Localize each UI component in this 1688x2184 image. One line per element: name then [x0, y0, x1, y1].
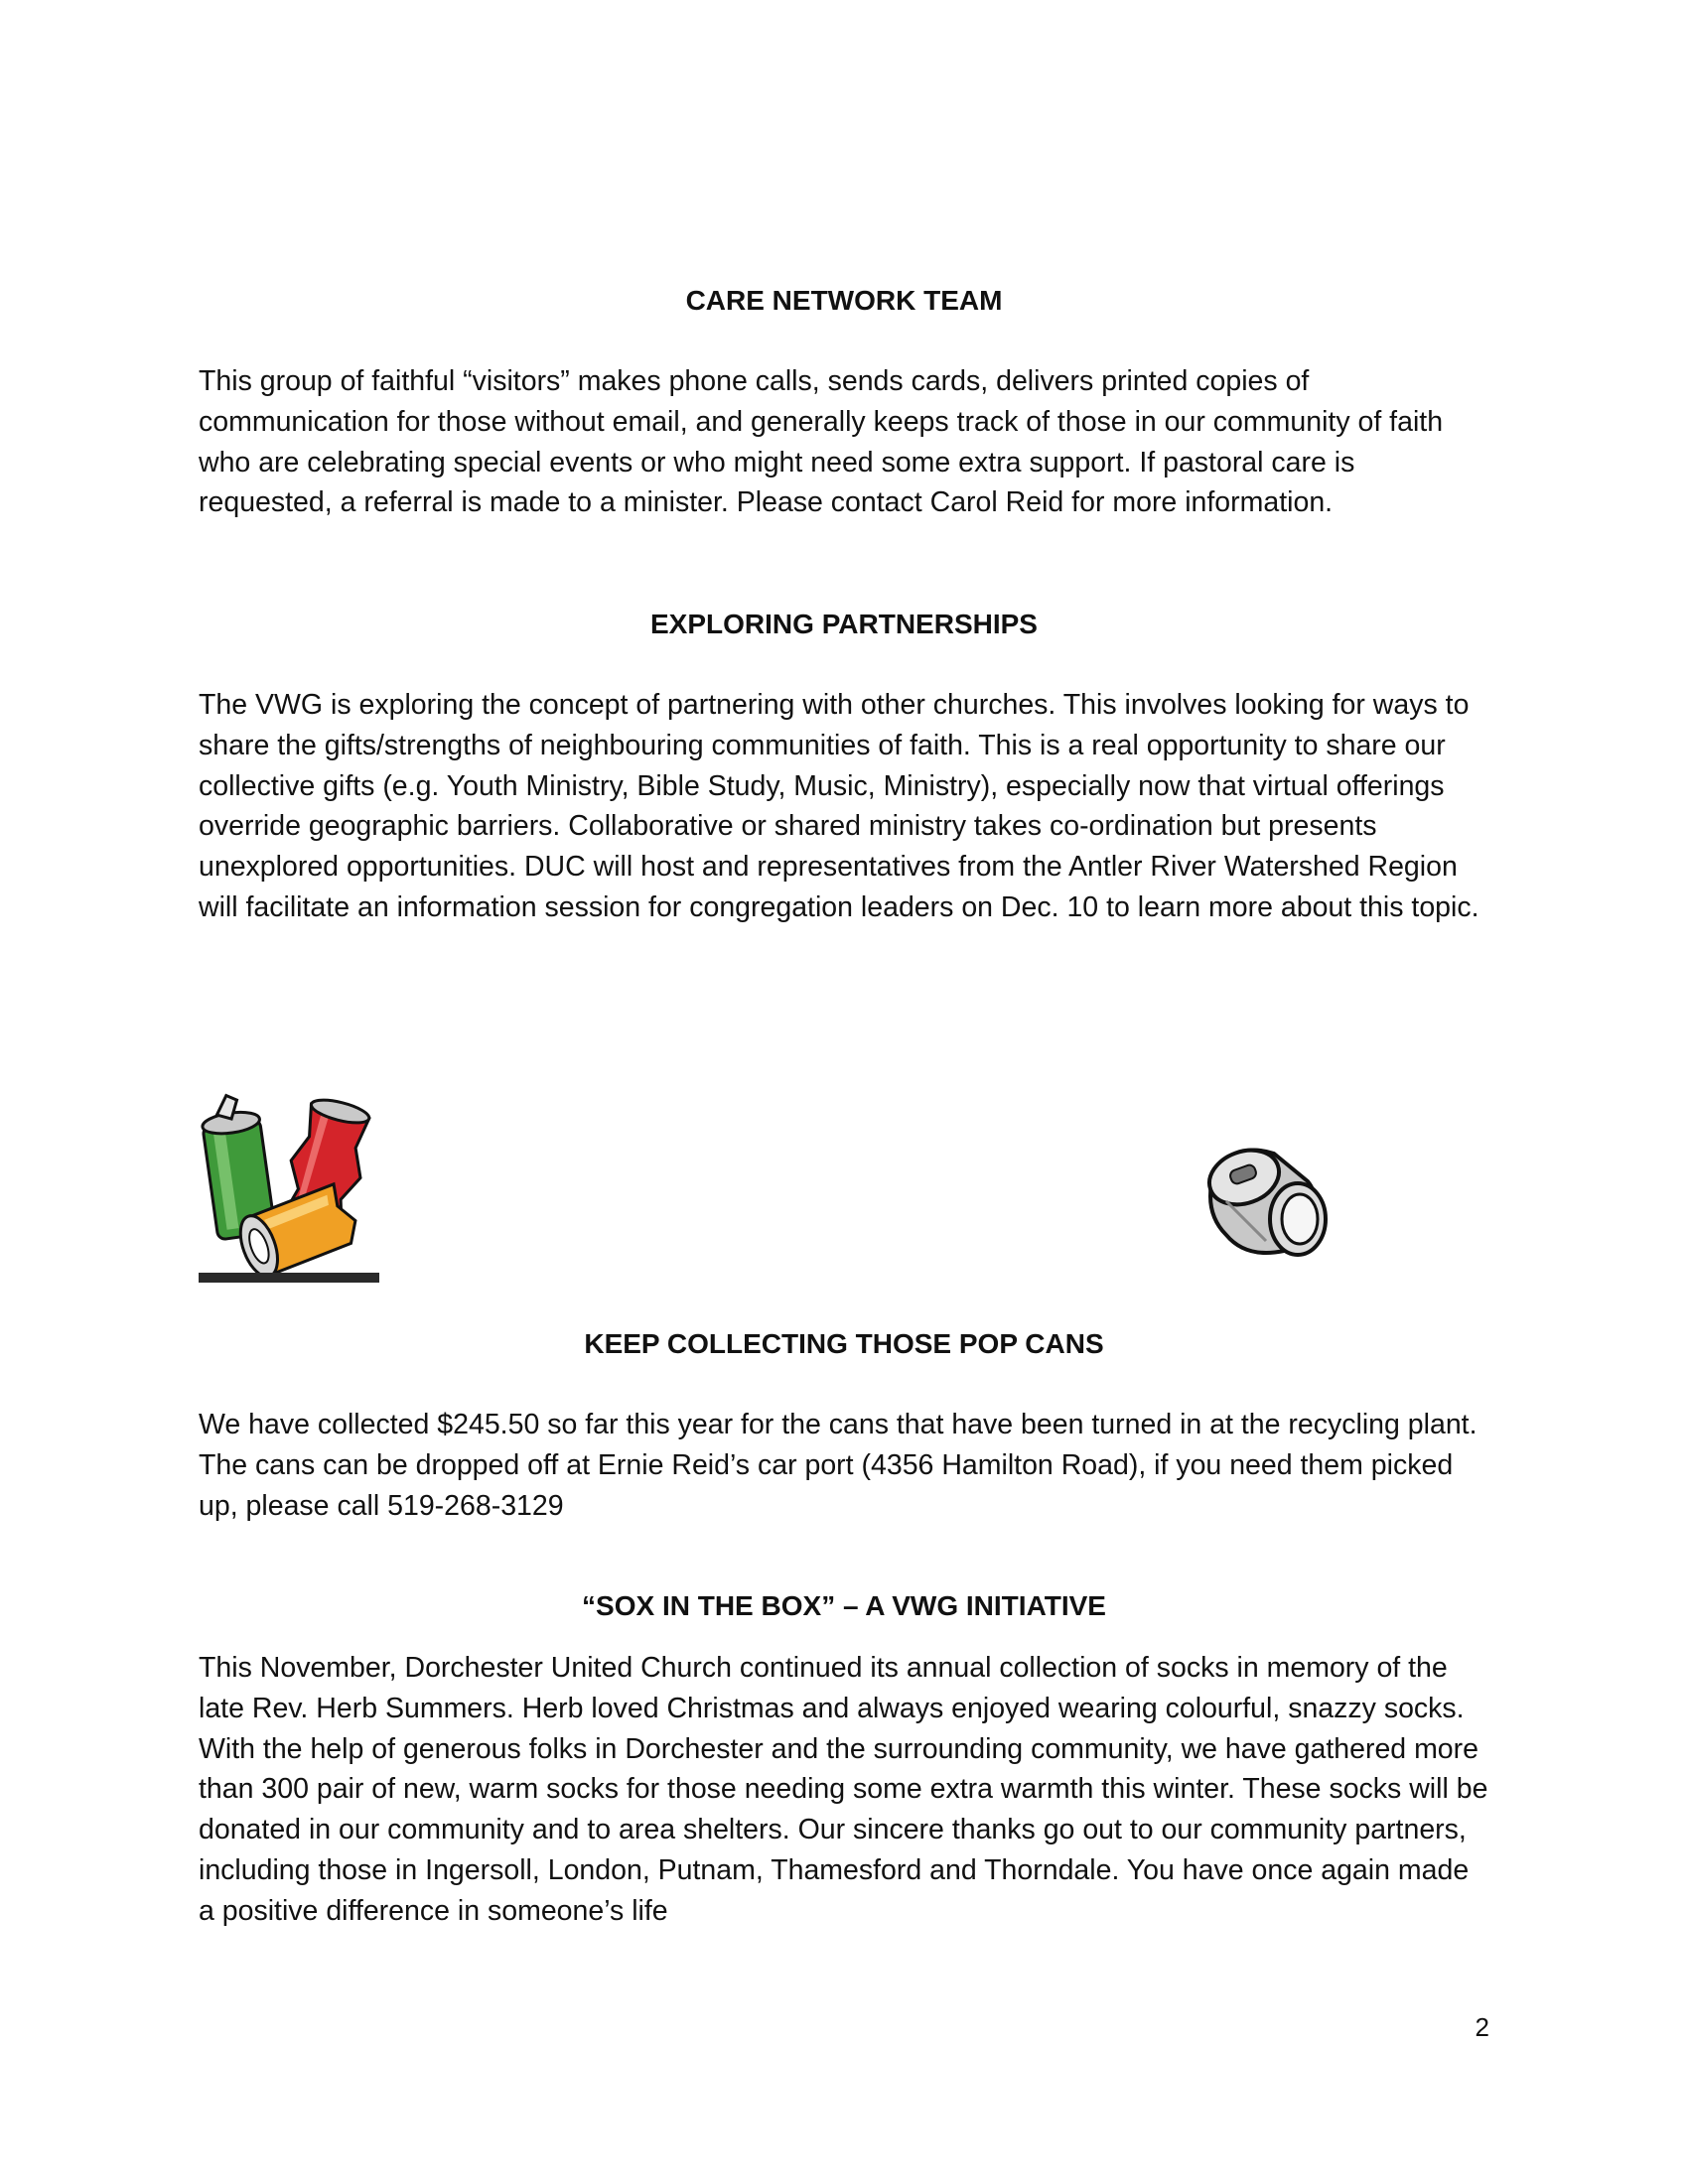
crushed-silver-can-icon — [1196, 1132, 1340, 1271]
pop-cans-heading: KEEP COLLECTING THOSE POP CANS — [584, 1328, 1104, 1359]
page-number: 2 — [1475, 2012, 1489, 2042]
crushed-colored-cans-icon — [199, 1092, 379, 1283]
care-network-paragraph: This group of faithful “visitors” makes phone calls, sends cards, delivers printed copies of communication for those without email, and generally keeps track of those in our community of faith who are celebrating special events or who might need some extra support. If pastoral care is requested, a referral is made to a minister. Please contact Carol Reid for more information. — [199, 365, 1444, 519]
sox-in-the-box-paragraph: This November, Dorchester United Church continued its annual collection of socks in memory of the late Rev. Herb Summers. Herb loved Christmas and always enjoyed wearing colourful, snazzy socks. With the help of generous folks in Dorchester and the surrounding community, we have gathered more than 300 pair of new, warm socks for those needing some extra warmth this winter. These socks will be donated in our community and to area shelters. Our sincere thanks go out to our community partners, including those in Ingersoll, London, Putnam, Thamesford and Thorndale. You have once again made a positive difference in someone’s life — [199, 1652, 1488, 1927]
exploring-partnerships-heading: EXPLORING PARTNERSHIPS — [650, 609, 1038, 639]
care-network-heading: CARE NETWORK TEAM — [685, 285, 1003, 316]
pop-cans-paragraph: We have collected $245.50 so far this year for the cans that have been turned in at the recycling plant. The cans can be dropped off at Ernie Reid’s car port (4356 Hamilton Road), if you need them picked up, please call 519-268-3129 — [199, 1409, 1477, 1522]
exploring-partnerships-paragraph: The VWG is exploring the concept of partnering with other churches. This involves looking for ways to share the gifts/strengths of neighbouring communities of faith. This is a real opportunity to share our collective gifts (e.g. Youth Ministry, Bible Study, Music, Ministry), especially now that virtual offerings override geographic barriers. Collaborative or shared ministry takes co-ordination but presents unexplored opportunities. DUC will host and representatives from the Antler River Watershed Region will facilitate an information session for congregation leaders on Dec. 10 to learn more about this topic. — [199, 689, 1479, 923]
sox-in-the-box-heading: “SOX IN THE BOX” – A VWG INITIATIVE — [582, 1590, 1106, 1621]
